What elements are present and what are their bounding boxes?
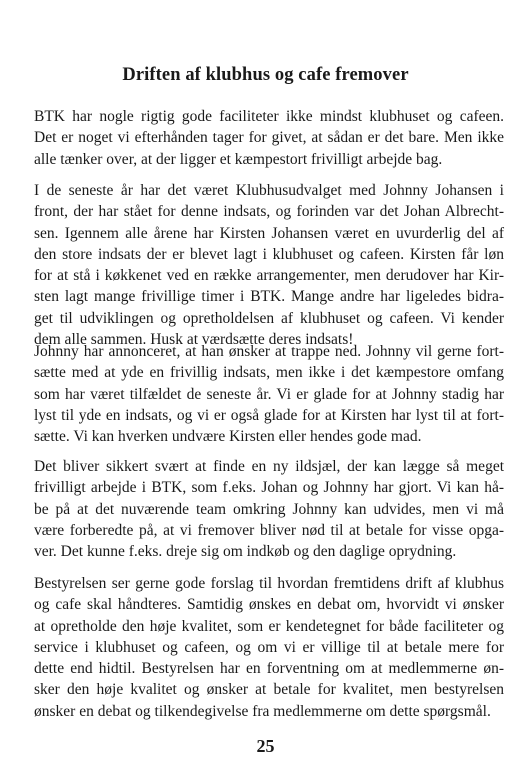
text-line: Bestyrelsen ser gerne gode forslag til hvordan fremtidens drift af klubhus [34, 575, 504, 592]
paragraph-klubhusudvalget [34, 180, 504, 350]
paragraph-intro [34, 106, 504, 170]
text-line: lyst til yde en indsats, og vi er også glade for at Kirsten har lyst til at fort- [34, 406, 504, 424]
text-line: front, der har stået for denne indsats, og forinden var det Johan Albrecht- [34, 203, 504, 221]
text-line: alle tænker over, at der ligger et kæmpestort frivilligt arbejde bag. [34, 150, 443, 168]
text-line: ver. Det kunne f.eks. dreje sig om indkøb og den daglige oprydning. [34, 543, 457, 561]
text-line: service i klubhuset og cafeen, og om vi er villige til at betale mere for [34, 638, 504, 656]
page-title: Driften af klubhus og cafe fremover [122, 65, 409, 85]
text-line: Det er noget vi efterhånden tager for givet, at sådan er det bare. Men ikke [34, 129, 504, 147]
text-line: sætte. Vi kan hverken undvære Kirsten eller hendes gode mad. [34, 428, 422, 446]
text-line: dem alle sammen. Husk at værdsætte deres indsats! [34, 331, 354, 349]
text-line: og cafe skal håndteres. Samtidig ønskes en debat om, hvorvidt vi ønsker [34, 596, 504, 614]
text-line: get til udviklingen og opretholdelsen af klubhuset og cafeen. Vi kender [34, 309, 504, 327]
page-number: 25 [256, 736, 275, 756]
text-line: be på at det nuværende team omkring Johnny kan udvides, men vi må [34, 500, 504, 518]
paragraph-johnny-trapper-ned [34, 341, 504, 447]
text-line: sætte med at yde en frivillig indsats, men ikke i det kæmpestore omfang [34, 364, 504, 382]
paragraph-ny-ildsjael [34, 456, 504, 562]
text-line: I de seneste år har det været Klubhusudvalget med Johnny Johansen i [34, 182, 504, 199]
text-line: for at stå i køkkenet ved en række arrangementer, men derudover har Kir- [34, 267, 504, 285]
text-line: sten lagt mange frivillige timer i BTK. Mange andre har ligeledes bidra- [34, 288, 504, 306]
text-line: den store indsats der er blevet lagt i klubhuset og cafeen. Kirsten får løn [34, 245, 504, 263]
paragraph-bestyrelsen [34, 573, 504, 722]
text-line: dette end hidtil. Bestyrelsen har en forventning om at medlemmerne øn- [34, 660, 504, 678]
text-line: som har været tilfældet de seneste år. Vi er glade for at Johnny stadig har [34, 385, 504, 403]
text-line: frivilligt arbejde i BTK, som f.eks. Johan og Johnny har gjort. Vi kan hå- [34, 479, 504, 497]
text-line: ønsker en debat og tilkendegivelse fra medlemmerne om dette spørgsmål. [34, 702, 491, 720]
text-line: Johnny har annonceret, at han ønsker at trappe ned. Johnny vil gerne fort- [34, 343, 504, 360]
text-line: være forberedte på, at vi fremover bliver nød til at betale for visse opga- [34, 521, 504, 539]
text-line: sen. Igennem alle årene har Kirsten Johansen været en uvurderlig del af [34, 224, 504, 242]
text-line: at opretholde den høje kvalitet, som er kendetegnet for både faciliteter og [34, 617, 504, 635]
text-line: BTK har nogle rigtig gode faciliteter ikke mindst klubhuset og cafeen. [34, 108, 504, 125]
text-line: sker den høje kvalitet og ønsker at betale for kvalitet, men bestyrelsen [34, 681, 504, 699]
text-line: Det bliver sikkert svært at finde en ny ildsjæl, der kan lægge så meget [34, 458, 504, 475]
